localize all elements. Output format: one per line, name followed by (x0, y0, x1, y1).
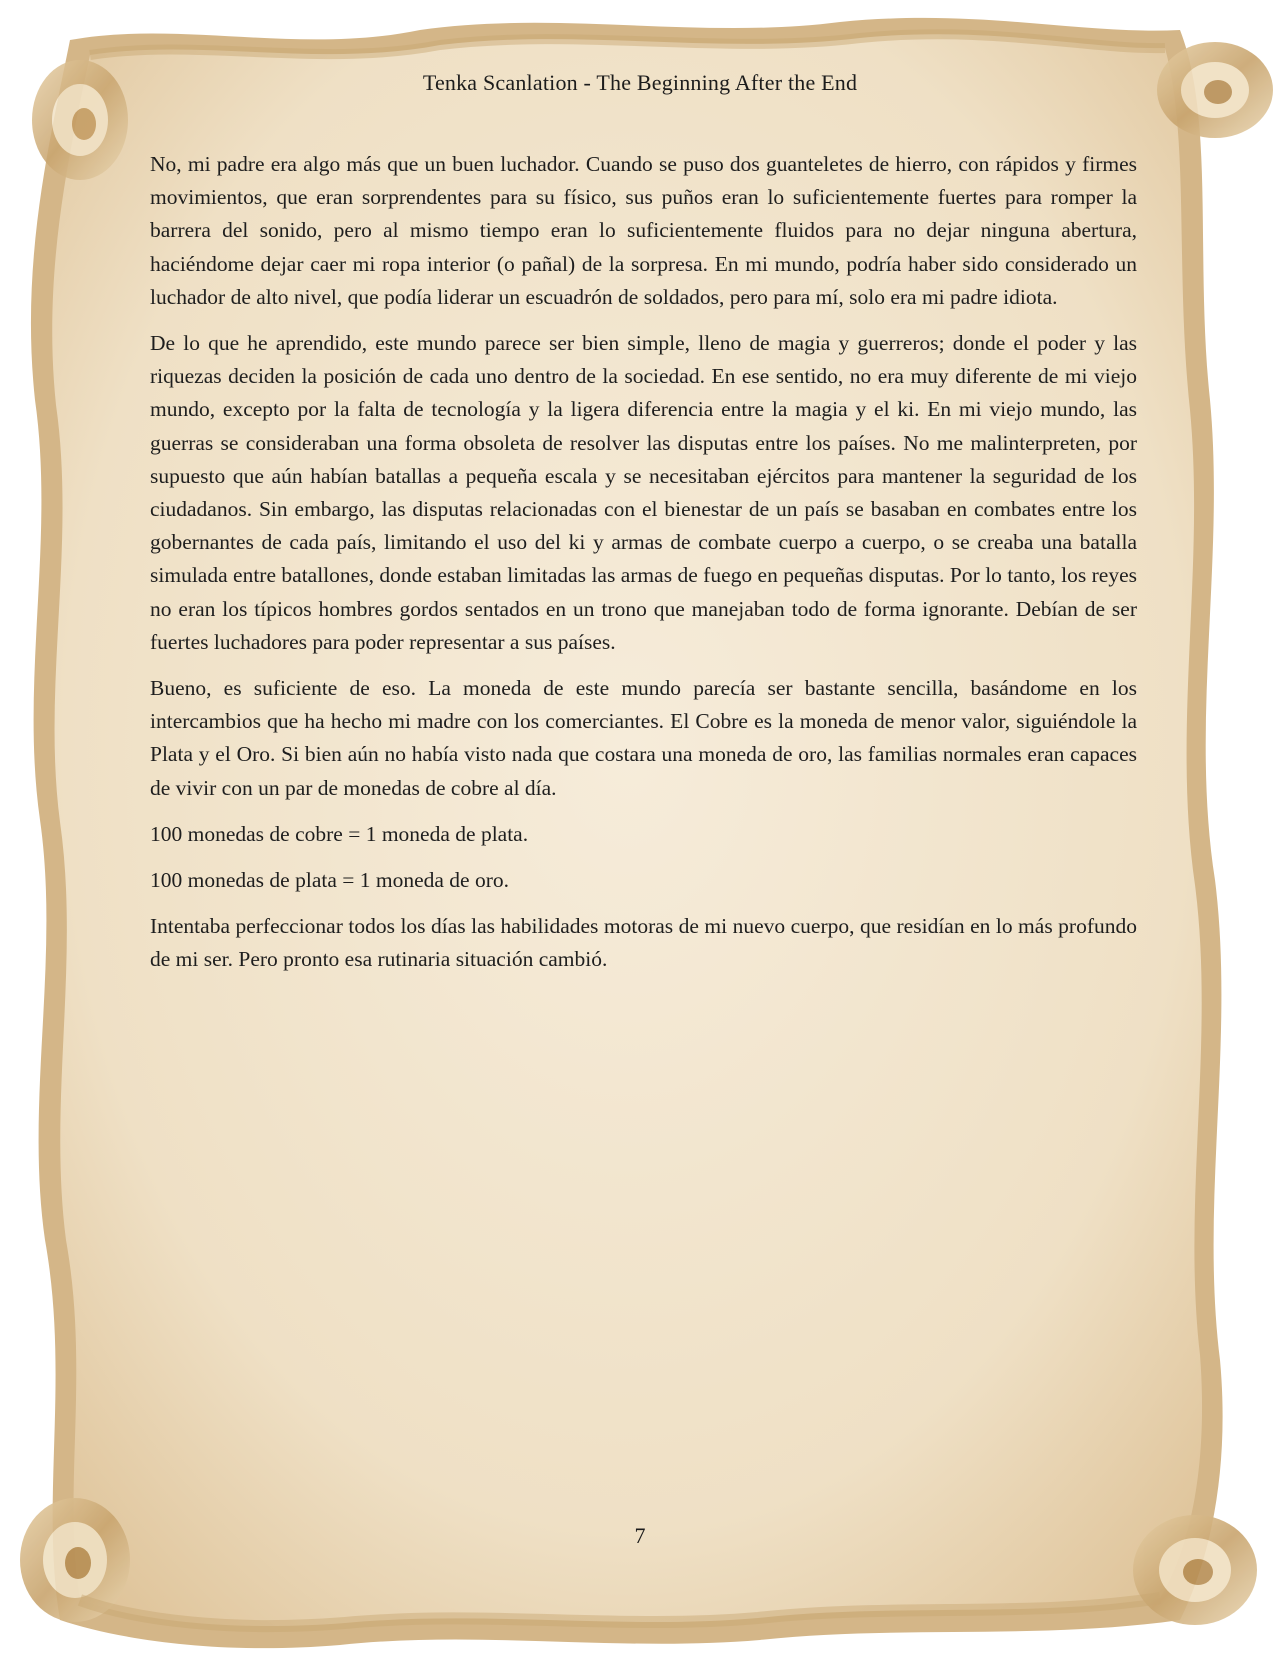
paragraph: De lo que he aprendido, este mundo parece ser bien simple, lleno de magia y guerreros; donde el poder y las riquezas deciden la posición de cada uno dentro de la sociedad. En ese sentido, no era muy diferente de mi viejo mundo, excepto por la falta de tecnología y la ligera diferencia entre la magia y el ki. En mi viejo mundo, las guerras se consideraban una forma obsoleta de resolver las disputas entre los países. No me malinterpreten, por supuesto que aún habían batallas a pequeña escala y se necesitaban ejércitos para mantener la seguridad de los ciudadanos. Sin embargo, las disputas relacionadas con el bienestar de un país se basaban en combates entre los gobernantes de cada país, limitando el uso del ki y armas de combate cuerpo a cuerpo, o se creaba una batalla simulada entre batallones, donde estaban limitadas las armas de fuego en pequeñas disputas. Por lo tanto, los reyes no eran los típicos hombres gordos sentados en un trono que manejaban todo de forma ignorante. Debían de ser fuertes luchadores para poder representar a sus países. (150, 331, 1137, 654)
paragraph: 100 monedas de cobre = 1 moneda de plata. (150, 821, 529, 846)
paragraph: Bueno, es suficiente de eso. La moneda de este mundo parecía ser bastante sencilla, basándome en los intercambios que ha hecho mi madre con los comerciantes. El Cobre es la moneda de menor valor, siguiéndole la Plata y el Oro. Si bien aún no había visto nada que costara una moneda de oro, las familias normales eran capaces de vivir con un par de monedas de cobre al día. (150, 676, 1137, 800)
page-number: 7 (634, 1523, 646, 1548)
paragraph: 100 monedas de plata = 1 moneda de oro. (150, 868, 510, 893)
paragraph: Intentaba perfeccionar todos los días las habilidades motoras de mi nuevo cuerpo, que residían en lo más profundo de mi ser. Pero pronto esa rutinaria situación cambió. (150, 914, 1137, 972)
running-header: Tenka Scanlation - The Beginning After the End (422, 70, 858, 95)
paragraph: No, mi padre era algo más que un buen luchador. Cuando se puso dos guanteletes de hierro, con rápidos y firmes movimientos, que eran sorprendentes para su físico, sus puños eran lo suficientemente fuertes para romper la barrera del sonido, pero al mismo tiempo eran lo suficientemente fluidos para no dejar ninguna abertura, haciéndome dejar caer mi ropa interior (o pañal) de la sorpresa. En mi mundo, podría haber sido considerado un luchador de alto nivel, que podía liderar un escuadrón de soldados, pero para mí, solo era mi padre idiota. (150, 152, 1137, 309)
body-text (150, 148, 1137, 990)
